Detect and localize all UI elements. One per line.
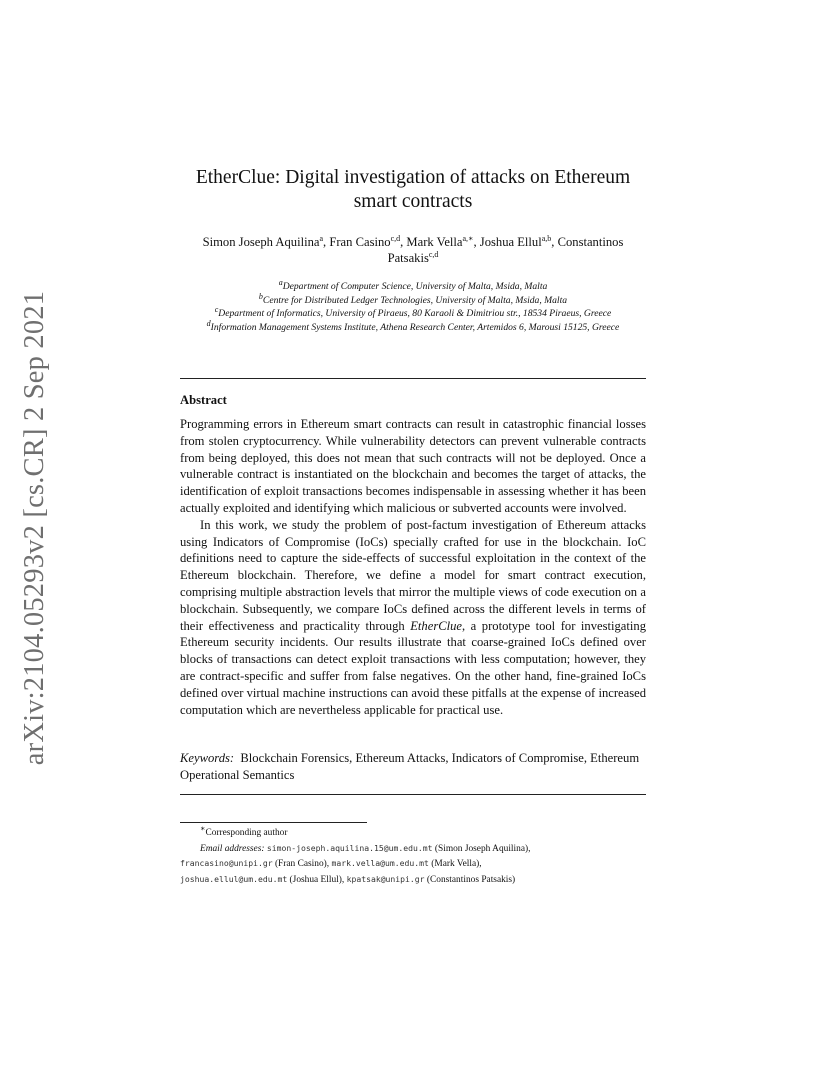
title-line-1: EtherClue: Digital investigation of attacks on Ethereum — [195, 167, 631, 188]
tool-name: EtherClue — [410, 618, 462, 633]
footnote-rule — [180, 822, 367, 823]
affiliation: $^a$Department of Computer Science, University of Malta, Msida, Malta — [278, 277, 548, 292]
arxiv-sidebar-stamp — [10, 290, 60, 766]
abstract-bottom-rule — [180, 794, 646, 795]
keywords — [180, 750, 646, 784]
abstract-heading: Abstract — [180, 393, 227, 407]
affiliation-list — [150, 277, 676, 334]
author-affil-mark: c,d — [390, 233, 401, 243]
author-affil-mark: a — [319, 233, 324, 243]
email-label: Email addresses: — [200, 843, 265, 854]
corresponding-author-note: ∗Corresponding author — [200, 823, 288, 838]
email-link[interactable]: mark.vella@um.edu.mt — [331, 858, 429, 869]
abstract-paragraph-2: In this work, we study the problem of post-factum investigation of Ethereum attacks using Indicators of Compromise (IoCs) specially crafted for use in the blockchain. IoC definitions need to capture the side-effects of successful exploitation in the context of the Ethereum blockchain. Therefore, we define a model for smart contract execution, comprising multiple abstraction levels that mirror the multiple views of code execution on a blockchain. Subsequently, we compare IoCs defined across the different levels in terms of their effectiveness and practicality through EtherClue, a prototype tool for investigating Ethereum security incidents. Our results illustrate that coarse-grained IoCs defined over blocks of transactions can detect exploit transactions with less computation; however, they are contract-specific and suffer from false negatives. On the other hand, fine-grained IoCs defined over virtual machine instructions can avoid these pitfalls at the expense of increased computation which are nevertheless applicable for practical use. — [180, 517, 646, 717]
email-link[interactable]: joshua.ellul@um.edu.mt — [180, 873, 288, 884]
abstract-body — [180, 416, 646, 718]
affiliation: $^b$Centre for Distributed Ledger Technologies, University of Malta, Msida, Malta — [258, 291, 568, 306]
author-list: Simon Joseph Aquilina$^a$, Fran Casino$^{c,d}$, Mark Vella$^{a,∗}$, Joshua Ellul$^{a,b}$, Constantinos Patsakis$^{c,d}$ — [202, 233, 624, 265]
arxiv-identifier: arXiv:2104.05293v2 [cs.CR] 2 Sep 2021 — [19, 290, 51, 766]
email-link[interactable]: francasino@unipi.gr — [180, 858, 273, 869]
keywords-label: Keywords: — [180, 751, 235, 765]
author-affil-mark: a,∗ — [462, 233, 474, 243]
email-line-3: joshua.ellul@um.edu.mt (Joshua Ellul), kpatsak@unipi.gr (Constantinos Patsakis) — [180, 873, 516, 885]
author-affil-mark: c,d — [428, 249, 439, 259]
email-link[interactable]: kpatsak@unipi.gr — [346, 873, 425, 884]
abstract-top-rule — [180, 378, 646, 379]
author-name: Simon Joseph Aquilina — [202, 235, 320, 249]
affiliation: $^d$Information Management Systems Institute, Athena Research Center, Artemidos 6, Marousi 15125, Greece — [206, 318, 620, 333]
author-name: Constantinos Patsakis — [387, 235, 624, 265]
footnotes — [180, 823, 646, 887]
abstract-paragraph-1: Programming errors in Ethereum smart contracts can result in catastrophic financial losses from stolen cryptocurrency. While vulnerability detectors can prevent vulnerable contracts from being deployed, this does not mean that such contracts will not be deployed. Once a vulnerable contract is instantiated on the blockchain and becomes the target of attacks, the identification of exploit transactions becomes indispensable in assessing whether it has been actually exploited and identifying which malicious or subverted accounts were involved. — [180, 417, 646, 515]
affiliation: $^c$Department of Informatics, University of Piraeus, 80 Karaoli & Dimitriou str., 18534 Piraeus, Greece — [214, 305, 612, 320]
email-line-2: francasino@unipi.gr (Fran Casino), mark.vella@um.edu.mt (Mark Vella), — [180, 858, 482, 870]
author-name: Joshua Ellul — [479, 235, 542, 249]
keywords-text: Blockchain Forensics, Ethereum Attacks, Indicators of Compromise, Ethereum Operational Semantics — [180, 751, 640, 782]
title-line-2: smart contracts — [353, 190, 473, 212]
email-link[interactable]: simon-joseph.aquilina.15@um.edu.mt — [266, 842, 433, 853]
paper-title — [180, 166, 646, 213]
author-affil-mark: a,b — [541, 233, 552, 243]
email-line-1: Email addresses: simon-joseph.aquilina.15@um.edu.mt (Simon Joseph Aquilina), — [200, 842, 531, 854]
author-name: Fran Casino — [329, 235, 391, 249]
author-name: Mark Vella — [406, 235, 463, 249]
